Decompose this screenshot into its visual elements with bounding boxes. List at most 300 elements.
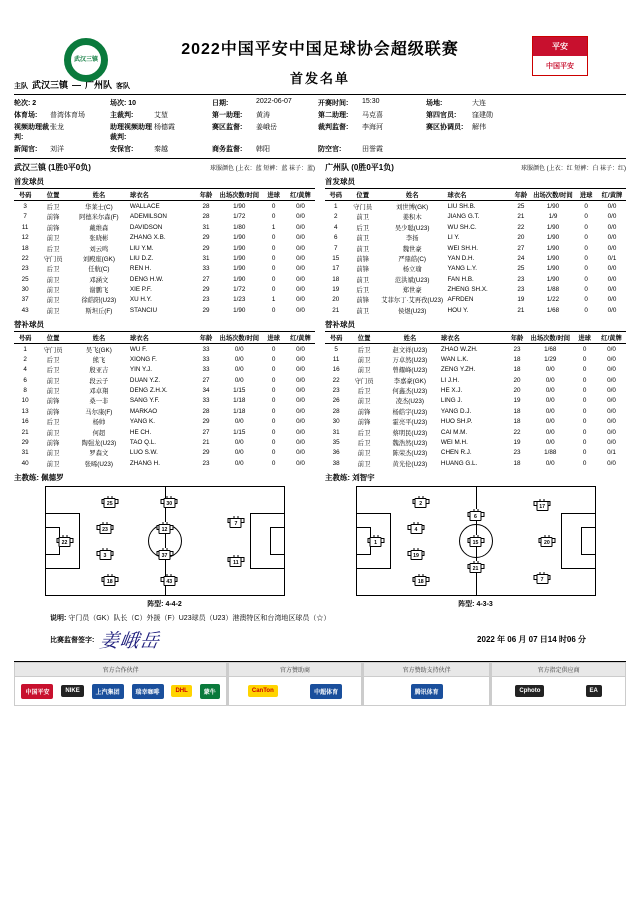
cell-age: 25 — [517, 265, 525, 273]
cell-card: 0/0 — [296, 265, 305, 273]
sponsor-logo: CanTon — [248, 685, 278, 697]
cell-card: 0/0 — [296, 355, 305, 363]
cell-num: 7 — [23, 213, 27, 221]
cell-card: 0/0 — [296, 418, 305, 426]
sponsor-footer — [14, 661, 626, 706]
cell-age: 29 — [202, 449, 210, 457]
cell-card: 0/0 — [607, 275, 617, 283]
cell-age: 24 — [517, 254, 525, 262]
cell-goal: 0 — [584, 275, 588, 283]
cell-en: WU SH.C. — [447, 223, 477, 231]
cell-num: 21 — [332, 306, 340, 314]
cell-goal: 0 — [271, 438, 276, 446]
cell-goal: 0 — [582, 387, 587, 395]
sponsor-logo: EA — [586, 685, 602, 697]
cell-card: 0/0 — [607, 244, 617, 252]
sponsor-bottom-text: 中国平安 — [533, 56, 587, 75]
cell-cn: 万卓然(U23) — [392, 356, 428, 364]
table-row — [14, 448, 315, 458]
table-row — [14, 437, 315, 447]
cell-en: LIU Y.M. — [129, 244, 154, 252]
home-team-name: 武汉三镇 — [32, 80, 69, 90]
cell-cn: 戴维森 — [89, 224, 109, 232]
cell-pos: 后卫 — [356, 287, 369, 295]
cell-en: JIANG G.T. — [447, 213, 480, 221]
cell-goal: 0 — [584, 223, 588, 231]
table-row — [325, 264, 626, 274]
column-header: 位置 — [347, 189, 379, 201]
home-subs-title: 替补球员 — [14, 319, 44, 329]
cell-pos: 后卫 — [357, 429, 371, 437]
cell-app: 0/0 — [545, 407, 555, 415]
cell-pos: 前卫 — [356, 276, 369, 284]
cell-en: REN H. — [129, 265, 152, 273]
cell-card: 0/0 — [607, 296, 617, 304]
cell-pos: 后卫 — [357, 439, 371, 447]
legend-text: 守门员（GK）队长（C）外援（F）U23球员（U23）港澳特区和台湾地区球员（☆） — [68, 615, 331, 623]
cell-goal: 0 — [271, 345, 276, 353]
pitch-shirt-icon: 7 — [535, 571, 550, 585]
cell-pos: 前卫 — [357, 367, 371, 375]
cell-num: 20 — [332, 296, 340, 304]
cell-en: YIN Y.J. — [129, 366, 153, 374]
table-row — [14, 253, 315, 263]
cell-app: 1/90 — [233, 254, 246, 262]
cell-en: TAO Q.L. — [129, 438, 157, 446]
cell-app: 1/88 — [546, 286, 560, 294]
info-value: 韩阳 — [256, 146, 270, 153]
sponsor-logo: 中国平安 — [21, 684, 53, 699]
home-coach-label: 主教练: — [14, 473, 39, 483]
cell-age: 33 — [202, 366, 210, 374]
cell-cn: 陈荣杰(U23) — [392, 450, 428, 458]
sponsor-logo: 腾讯体育 — [411, 684, 443, 699]
cell-num: 11 — [332, 355, 340, 363]
cell-app: 1/23 — [233, 296, 246, 304]
cell-goal: 0 — [271, 244, 276, 252]
cell-en: HUO SH.P. — [440, 418, 473, 426]
info-key: 商务监督: — [212, 146, 243, 153]
table-row — [325, 212, 626, 222]
cell-num: 18 — [21, 244, 29, 252]
cell-age: 21 — [202, 438, 210, 446]
cell-cn: 邓涵文 — [89, 276, 109, 284]
cell-num: 16 — [21, 418, 29, 426]
cell-cn: 黄光伦(U23) — [392, 460, 428, 468]
info-key: 安保官: — [110, 146, 134, 153]
info-key: 主裁判: — [110, 112, 134, 119]
cell-num: 16 — [332, 366, 340, 374]
column-header: 号码 — [325, 189, 347, 201]
cell-en: ZHAO W.ZH. — [440, 345, 478, 353]
cell-cn: 艾菲尔丁·艾再孜(U23) — [381, 297, 444, 305]
pitch-shirt-icon: 25 — [102, 495, 117, 509]
cell-card: 0/0 — [296, 345, 305, 353]
legend-row — [50, 613, 626, 623]
cell-en: YANG L.Y. — [447, 265, 478, 273]
table-row — [14, 375, 315, 385]
home-kit-colors: 球服颜色 (上衣：蓝 短裤：蓝 袜子：蓝) — [210, 166, 315, 172]
cell-en: ADEMILSON — [129, 213, 167, 221]
column-header: 位置 — [347, 331, 381, 343]
cell-age: 31 — [202, 254, 210, 262]
table-row — [325, 448, 626, 458]
info-key: 体育场: — [14, 112, 38, 119]
table-row — [14, 222, 315, 232]
title-sponsor-logo — [532, 36, 588, 76]
cell-age: 33 — [202, 397, 210, 405]
cell-pos: 前锋 — [356, 255, 369, 263]
cell-card: 0/0 — [607, 366, 616, 374]
cell-pos: 守门员 — [353, 204, 373, 212]
cell-cn: 熊飞 — [92, 356, 106, 364]
table-row — [325, 406, 626, 416]
cell-pos: 后卫 — [357, 346, 371, 354]
cell-goal: 0 — [271, 234, 276, 242]
cell-en: SANG Y.F. — [129, 397, 160, 405]
cell-age: 29 — [202, 286, 210, 294]
cell-card: 0/0 — [296, 286, 305, 294]
cell-goal: 0 — [271, 428, 276, 436]
info-key: 场次: 10 — [110, 100, 137, 107]
cell-age: 25 — [517, 203, 525, 211]
cell-age: 18 — [513, 459, 521, 467]
pitch-shirt-icon: 37 — [157, 547, 172, 561]
cell-pos: 后卫 — [357, 388, 371, 396]
cell-pos: 前锋 — [46, 408, 60, 416]
away-formation-label: 阵型: 4-3-3 — [458, 601, 493, 609]
cell-app: 1/18 — [233, 407, 246, 415]
cell-en: STANCIU — [129, 306, 158, 314]
info-value: 刘洋 — [50, 146, 64, 153]
sponsor-group — [14, 662, 228, 706]
cell-cn: 李扬 — [405, 235, 419, 243]
sponsor-group — [228, 662, 363, 706]
info-key: 新闻官: — [14, 146, 38, 153]
away-label: 客队 — [116, 83, 131, 90]
cell-card: 0/0 — [296, 438, 305, 446]
cell-pos: 前锋 — [46, 398, 60, 406]
cell-age: 23 — [202, 459, 210, 467]
page-subtitle: 首发名单 — [289, 71, 350, 86]
cell-card: 0/0 — [296, 234, 305, 242]
home-coach-name: 佩德罗 — [41, 473, 64, 483]
cell-card: 0/0 — [607, 286, 617, 294]
cell-cn: 段云子 — [89, 377, 109, 385]
cell-app: 1/90 — [546, 223, 560, 231]
column-header: 球衣名 — [128, 331, 195, 343]
signature-row — [14, 626, 626, 653]
cell-en: WEI SH.H. — [447, 244, 478, 252]
goal-box-right — [581, 527, 595, 555]
cell-cn: 殷亚吉 — [89, 367, 109, 375]
cell-cn: 桑一非 — [89, 398, 109, 406]
cell-age: 33 — [202, 265, 210, 273]
cell-en: XU H.Y. — [129, 296, 152, 304]
cell-en: YANG D.J. — [440, 407, 472, 415]
cell-en: HOU Y. — [447, 306, 469, 314]
cell-app: 1/90 — [233, 244, 246, 252]
table-row — [325, 222, 626, 232]
cell-num: 7 — [334, 244, 338, 252]
cell-age: 28 — [202, 213, 210, 221]
cell-pos: 前卫 — [46, 287, 60, 295]
info-value: 姜峨岳 — [256, 124, 277, 131]
cell-age: 23 — [513, 345, 521, 353]
cell-num: 21 — [21, 428, 29, 436]
pitch-shirt-icon: 19 — [409, 547, 424, 561]
cell-goal: 0 — [271, 459, 276, 467]
cell-card: 0/0 — [296, 203, 305, 211]
column-header: 球衣名 — [439, 331, 506, 343]
cell-en: DUAN Y.Z. — [129, 376, 161, 384]
cell-goal: 0 — [271, 397, 276, 405]
cell-app: 1/68 — [546, 306, 560, 314]
cell-app: 1/29 — [544, 355, 557, 363]
cell-pos: 前卫 — [357, 450, 371, 458]
cell-goal: 0 — [582, 428, 587, 436]
table-row — [14, 417, 315, 427]
table-row — [14, 365, 315, 375]
cell-num: 30 — [332, 418, 340, 426]
home-formation-label: 阵型: 4-4-2 — [147, 601, 182, 609]
cell-num: 17 — [332, 265, 340, 273]
away-kit-colors: 球服颜色 (上衣：红 短裤：白 袜子：红) — [521, 166, 626, 172]
cell-age: 19 — [517, 296, 525, 304]
cell-cn: 何超 — [92, 429, 106, 437]
sponsor-group-title: 官方赞助商 — [228, 662, 362, 676]
cell-card: 0/0 — [296, 366, 305, 374]
cell-app: 1/72 — [233, 213, 246, 221]
cell-app: 1/90 — [546, 234, 560, 242]
info-value: 艾堃 — [154, 112, 168, 119]
info-key: 裁判监督: — [318, 124, 349, 131]
cell-num: 35 — [332, 438, 340, 446]
cell-cn: 罗森文 — [89, 450, 109, 458]
away-starters-title: 首发球员 — [325, 177, 355, 186]
cell-app: 0/0 — [545, 397, 555, 405]
cell-age: 29 — [202, 418, 210, 426]
cell-pos: 前卫 — [46, 297, 60, 305]
info-value: 杨德霞 — [154, 124, 175, 131]
pitch-shirt-icon: 1 — [368, 534, 383, 548]
info-key: 开赛时间: — [318, 100, 349, 107]
cell-card: 0/0 — [296, 223, 305, 231]
table-row — [325, 284, 626, 294]
cell-pos: 前锋 — [356, 297, 369, 305]
cell-goal: 1 — [271, 223, 276, 231]
cell-cn: 邓卓翔 — [89, 388, 109, 396]
table-row — [325, 295, 626, 305]
cell-cn: 华莱士(C) — [85, 204, 113, 212]
sponsor-logo: NIKE — [61, 685, 83, 697]
cell-age: 27 — [202, 275, 210, 283]
cell-en: XIE P.F. — [129, 286, 152, 294]
table-row — [14, 354, 315, 364]
cell-age: 23 — [517, 275, 525, 283]
away-team-header — [325, 162, 626, 173]
cell-num: 22 — [332, 376, 340, 384]
cell-pos: 后卫 — [46, 356, 60, 364]
column-header: 红/黄牌 — [597, 331, 626, 343]
away-coach-label: 主教练: — [325, 473, 350, 483]
column-header: 进球 — [261, 331, 286, 343]
table-row — [325, 427, 626, 437]
table-row — [14, 243, 315, 253]
column-header: 年龄 — [510, 189, 532, 201]
info-key: 场地: — [426, 100, 443, 107]
cell-goal: 0 — [582, 345, 587, 353]
cell-pos: 守门员 — [43, 255, 63, 263]
cell-num: 25 — [21, 275, 29, 283]
cell-pos: 前卫 — [356, 307, 369, 315]
cell-app: 1/18 — [233, 397, 246, 405]
cell-en: HE X.J. — [440, 387, 463, 395]
table-row — [325, 396, 626, 406]
cell-en: AFRDEN — [447, 296, 474, 304]
sponsor-group — [363, 662, 492, 706]
home-formation-block — [14, 486, 315, 609]
cell-en: WAN L.K. — [440, 355, 469, 363]
cell-num: 4 — [334, 223, 338, 231]
cell-app: 0/0 — [234, 449, 244, 457]
cell-age: 27 — [202, 428, 210, 436]
info-key: 赛区监督: — [212, 124, 243, 131]
cell-cn: 姜积木 — [402, 214, 422, 222]
formations-row — [14, 486, 626, 609]
cell-pos: 前锋 — [357, 408, 371, 416]
cell-card: 0/0 — [296, 449, 305, 457]
cell-en: WU F. — [129, 345, 148, 353]
cell-en: ZHANG X.B. — [129, 234, 166, 242]
cell-age: 27 — [202, 376, 210, 384]
cell-goal: 0 — [271, 418, 276, 426]
cell-pos: 前卫 — [357, 398, 371, 406]
cell-pos: 前卫 — [46, 429, 60, 437]
column-header: 球衣名 — [446, 189, 511, 201]
cell-age: 29 — [202, 306, 210, 314]
cell-app: 1/88 — [544, 449, 557, 457]
sponsor-logo-row — [228, 676, 362, 706]
cell-app: 1/90 — [546, 244, 560, 252]
cell-goal: 0 — [271, 286, 276, 294]
notes-section — [14, 613, 626, 623]
cell-pos: 前卫 — [357, 460, 371, 468]
cell-en: CAI M.M. — [440, 428, 468, 436]
cell-age: 29 — [202, 234, 210, 242]
pitch-shirt-icon: 18 — [102, 573, 117, 587]
cell-card: 0/0 — [296, 213, 305, 221]
cell-en: HE CH. — [129, 428, 152, 436]
cell-age: 27 — [517, 244, 525, 252]
cell-card: 0/0 — [607, 355, 616, 363]
cell-pos: 前锋 — [46, 224, 60, 232]
cell-age: 19 — [513, 438, 521, 446]
cell-goal: 0 — [582, 449, 587, 457]
table-row — [325, 274, 626, 284]
info-value: 大连 — [472, 100, 486, 107]
sponsor-group-title: 官方指定供应商 — [491, 662, 626, 676]
column-header: 年龄 — [506, 331, 528, 343]
cell-en: WALLACE — [129, 203, 160, 211]
cell-card: 0/0 — [296, 387, 305, 395]
cell-cn: 刘云鸣 — [89, 245, 109, 253]
supervisor-label: 比赛监督签字: — [50, 636, 95, 644]
table-row — [325, 354, 626, 364]
cell-cn: 李嘉豪(GK) — [393, 377, 426, 385]
versus-dash: — — [72, 80, 82, 90]
cell-app: 1/80 — [233, 223, 246, 231]
cell-app: 1/22 — [546, 296, 560, 304]
cell-pos: 守门员 — [43, 346, 63, 354]
cell-age: 18 — [513, 418, 521, 426]
home-starters-title: 首发球员 — [14, 177, 44, 186]
cell-pos: 前卫 — [46, 307, 60, 315]
cell-app: 0/0 — [234, 376, 244, 384]
info-key: 赛区协调员: — [426, 124, 464, 131]
cell-pos: 前卫 — [357, 356, 371, 364]
cell-en: LI J.H. — [440, 376, 460, 384]
away-subs-table — [325, 331, 626, 469]
info-value: 窪建勋 — [472, 112, 493, 119]
cell-en: ZHENG SH.X. — [447, 286, 488, 294]
table-row — [14, 295, 315, 305]
cell-num: 22 — [21, 254, 29, 262]
cell-goal: 1 — [271, 296, 276, 304]
table-row — [325, 365, 626, 375]
cell-goal: 0 — [584, 254, 588, 262]
cell-cn: 蔡明民(U23) — [392, 429, 428, 437]
cell-app: 1/9 — [548, 213, 558, 221]
pitch-shirt-icon: 3 — [98, 547, 113, 561]
cell-card: 0/0 — [296, 397, 305, 405]
cell-cn: 陶强龙(U23) — [81, 439, 117, 447]
cell-num: 40 — [21, 459, 29, 467]
cell-pos: 前卫 — [46, 388, 60, 396]
table-row — [325, 201, 626, 212]
home-coach — [14, 472, 315, 483]
pitch-shirt-icon: 22 — [57, 534, 72, 548]
column-header: 进球 — [572, 331, 597, 343]
cell-app: 1/68 — [544, 345, 557, 353]
info-key: 防空官: — [318, 146, 342, 153]
cell-pos: 前卫 — [46, 276, 60, 284]
cell-app: 0/0 — [545, 459, 555, 467]
table-row — [14, 396, 315, 406]
cell-app: 1/90 — [546, 203, 560, 211]
page-title: 2022中国平安中国足球协会超级联赛 — [181, 41, 459, 58]
cell-goal: 0 — [584, 234, 588, 242]
table-row — [14, 458, 315, 468]
cell-age: 20 — [513, 376, 521, 384]
cell-app: 1/90 — [233, 203, 246, 211]
column-header: 进球 — [261, 189, 286, 201]
match-info-grid — [14, 98, 626, 154]
cell-card: 0/0 — [296, 428, 305, 436]
column-header: 号码 — [14, 331, 36, 343]
table-row — [325, 375, 626, 385]
info-value: 普湾体育场 — [50, 112, 85, 119]
cell-age: 23 — [517, 286, 525, 294]
info-key: 第一助理: — [212, 112, 243, 119]
cell-age: 28 — [202, 203, 210, 211]
cell-en: LUO S.W. — [129, 449, 158, 457]
cell-num: 19 — [332, 286, 340, 294]
pitch-shirt-icon: 2 — [413, 495, 428, 509]
pitch-shirt-icon: 17 — [535, 498, 550, 512]
cell-cn: 谢鹏飞 — [89, 287, 109, 295]
cell-cn: 斯坦丘(F) — [85, 307, 113, 315]
